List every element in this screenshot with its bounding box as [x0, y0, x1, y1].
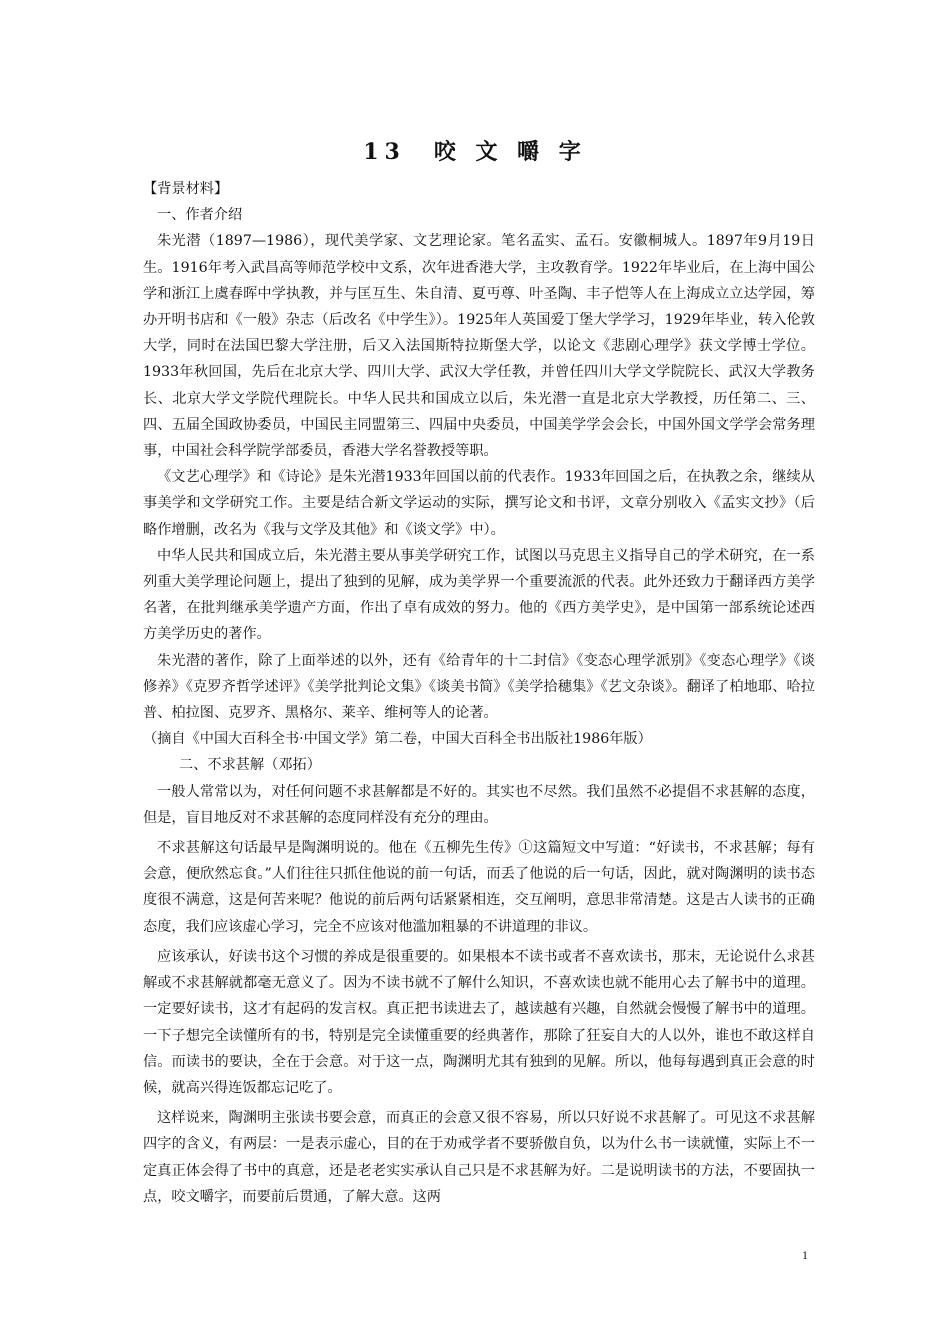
body-paragraph: 朱光潜（1897—1986），现代美学家、文艺理论家。笔名孟实、孟石。安徽桐城人。1897年9月19日生。1916年考入武昌高等师范学校中文系，次年进香港大学，主攻教育学。1922年毕业后，在上海中国公学和浙江上虞春晖中学执教，并与匡互生、朱自清、夏丏尊、叶圣陶、丰子恺等人在上海成立立达学园，筹办开明书店和《一般》杂志（后改名《中学生》）。1925年人英国爱丁堡大学学习，1929年毕业，转入伦敦大学，同时在法国巴黎大学注册，后又入法国斯特拉斯堡大学，以论文《悲剧心理学》获文学博士学位。1933年秋回国，先后在北京大学、四川大学、武汉大学任教，并曾任四川大学文学院院长、武汉大学教务长、北京大学文学院代理院长。中华人民共和国成立以后，朱光潜一直是北京大学教授，历任第二、三、四、五届全国政协委员，中国民主同盟第三、四届中央委员，中国美学学会会长，中国外国文学学会常务理事，中国社会科学院学部委员，香港大学名誉教授等职。 [143, 233, 815, 460]
section-heading: 二、不求甚解（邓拓） [179, 757, 321, 774]
page-number: 1 [802, 1248, 808, 1262]
body-paragraph: 不求甚解这句话最早是陶渊明说的。他在《五柳先生传》①这篇短文中写道：“好读书，不求甚解；每有会意，便欣然忘食。”人们往往只抓住他说的前一句话，而丢了他说的后一句话，因此，就对陶渊明的读书态度很不满意，这是何苦来呢？他说的前后两句话紧紧相连，交互阐明，意思非常清楚。这是古人读书的正确态度，我们应该虚心学习，完全不应该对他滥加粗暴的不讲道理的非议。 [143, 840, 815, 935]
body-paragraph: 中华人民共和国成立后，朱光潜主要从事美学研究工作，试图以马克思主义指导自己的学术研究，在一系列重大美学理论问题上，提出了独到的见解，成为美学界一个重要流派的代表。此外还致力于翻译西方美学名著，在批判继承美学遗产方面，作出了卓有成效的努力。他的《西方美学史》，是中国第一部系统论述西方美学历史的著作。 [143, 547, 815, 643]
document-body [143, 176, 815, 1210]
body-paragraph: 朱光潜的著作，除了上面举述的以外，还有《给青年的十二封信》《变态心理学派别》《变态心理学》《谈修养》《克罗齐哲学述评》《美学批判论文集》《谈美书简》《美学拾穗集》《艺文杂谈》。翻译了柏地耶、哈拉普、柏拉图、克罗齐、黑格尔、莱辛、维柯等人的论著。 [143, 652, 815, 722]
section-label: 【背景材料】 [143, 181, 229, 197]
body-paragraph: 《文艺心理学》和《诗论》是朱光潜1933年回国以前的代表作。1933年回国之后，在执教之余，继续从事美学和文学研究工作。主要是结合新文学运动的实际，撰写论文和书评，文章分别收入《孟实文抄》（后略作增删，改名为《我与文学及其他》和《谈文学》中）。 [143, 469, 815, 538]
body-paragraph: 一般人常常以为，对任何问题不求甚解都是不好的。其实也不尽然。我们虽然不必提倡不求甚解的态度，但是，盲目地反对不求甚解的态度同样没有充分的理由。 [143, 783, 815, 826]
body-paragraph: 这样说来，陶渊明主张读书要会意，而真正的会意又很不容易，所以只好说不求甚解了。可见这不求甚解四字的含义，有两层：一是表示虚心，目的在于劝戒学者不要骄傲自负，以为什么书一读就懂，实际上不一定真正体会得了书中的真意，还是老老实实承认自己只是不求甚解为好。二是说明读书的方法，不要固执一点，咬文嚼字，而要前后贯通，了解大意。这两 [143, 1110, 815, 1205]
document-title: 13 咬 文 嚼 字 [363, 139, 587, 165]
source-citation: （摘自《中国大百科全书·中国文学》第二卷，中国大百科全书出版社1986年版） [143, 731, 652, 748]
body-paragraph: 应该承认，好读书这个习惯的养成是很重要的。如果根本不读书或者不喜欢读书，那末，无论说什么求甚解或不求甚解就都毫无意义了。因为不读书就不了解什么知识，不喜欢读也就不能用心去了解书中的道理。一定要好读书，这才有起码的发言权。真正把书读进去了，越读越有兴趣，自然就会慢慢了解书中的道理。一下子想完全读懂所有的书，特别是完全读懂重要的经典著作，那除了狂妄自大的人以外，谁也不敢这样自信。而读书的要诀，全在于会意。对于这一点，陶渊明尤其有独到的见解。所以，他每每遇到真正会意的时候，就高兴得连饭都忘记吃了。 [143, 948, 815, 1096]
section-heading: 一、作者介绍 [157, 207, 243, 224]
